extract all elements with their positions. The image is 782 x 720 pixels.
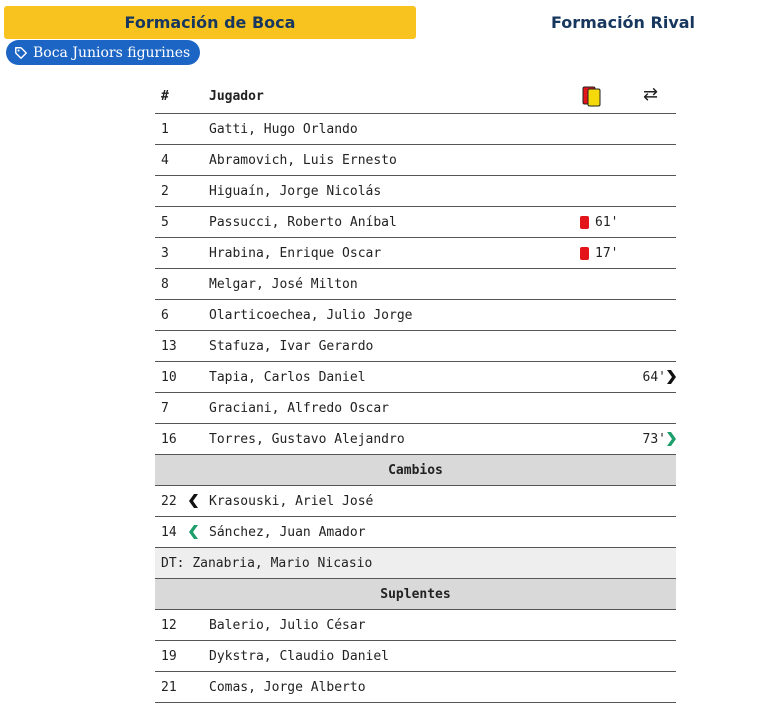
starter-row <box>155 362 676 393</box>
red-card-icon <box>580 247 589 260</box>
player-name: Abramovich, Luis Ernesto <box>209 152 397 168</box>
starter-row <box>155 424 676 455</box>
card-minute: 61' <box>595 214 619 230</box>
starter-row <box>155 145 676 176</box>
sub-out-minute: 64' <box>642 369 666 385</box>
change-row <box>155 517 676 548</box>
starter-row <box>155 207 676 238</box>
bench-row <box>155 672 676 703</box>
starter-row <box>155 269 676 300</box>
changes-header: Cambios <box>155 455 676 486</box>
player-name: Comas, Jorge Alberto <box>209 679 366 695</box>
player-number: 14 <box>161 524 177 540</box>
player-number: 22 <box>161 493 177 509</box>
player-name: Higuaín, Jorge Nicolás <box>209 183 382 199</box>
player-name: Graciani, Alfredo Oscar <box>209 400 390 416</box>
player-name: Krasouski, Ariel José <box>209 493 374 509</box>
player-name: Torres, Gustavo Alejandro <box>209 431 405 447</box>
cards-icon <box>582 86 602 108</box>
tag-label: Boca Juniors figurines <box>33 44 191 61</box>
card-cell <box>580 207 618 237</box>
sub-out-icon <box>666 370 676 384</box>
lineup-table <box>155 80 676 703</box>
player-number: 16 <box>161 431 177 447</box>
player-number: 3 <box>161 245 169 261</box>
starter-row <box>155 331 676 362</box>
player-number: 10 <box>161 369 177 385</box>
player-number: 21 <box>161 679 177 695</box>
table-header <box>155 80 676 114</box>
player-number: 6 <box>161 307 169 323</box>
card-minute: 17' <box>595 245 619 261</box>
coach-row <box>155 548 676 579</box>
player-name: Hrabina, Enrique Oscar <box>209 245 382 261</box>
tab-formacion-local[interactable]: Formación de Boca <box>4 6 416 39</box>
bench-header: Suplentes <box>155 579 676 610</box>
player-number: 19 <box>161 648 177 664</box>
player-number: 12 <box>161 617 177 633</box>
starter-row <box>155 393 676 424</box>
starter-row <box>155 176 676 207</box>
sub-in-icon <box>189 494 199 508</box>
sub-out-cell <box>643 362 676 392</box>
sub-in-icon <box>189 525 199 539</box>
player-number: 8 <box>161 276 169 292</box>
player-name: Melgar, José Milton <box>209 276 358 292</box>
sub-out-minute: 73' <box>642 431 666 447</box>
sub-out-icon <box>666 432 676 446</box>
player-number: 2 <box>161 183 169 199</box>
player-name: Dykstra, Claudio Daniel <box>209 648 390 664</box>
sub-out-cell <box>643 424 676 454</box>
starter-row <box>155 238 676 269</box>
player-number: 1 <box>161 121 169 137</box>
starter-row <box>155 300 676 331</box>
player-name: Passucci, Roberto Aníbal <box>209 214 397 230</box>
player-name: Balerio, Julio César <box>209 617 366 633</box>
header-number: # <box>161 89 169 104</box>
player-name: Tapia, Carlos Daniel <box>209 369 366 385</box>
player-number: 7 <box>161 400 169 416</box>
coach-name: Zanabria, Mario Nicasio <box>192 555 373 571</box>
player-name: Sánchez, Juan Amador <box>209 524 366 540</box>
swap-icon: ⇄ <box>643 84 659 105</box>
tab-formacion-rival[interactable]: Formación Rival <box>550 13 696 32</box>
player-number: 13 <box>161 338 177 354</box>
red-card-icon <box>580 216 589 229</box>
coach-prefix: DT: <box>161 555 185 571</box>
player-name: Gatti, Hugo Orlando <box>209 121 358 137</box>
player-name: Olarticoechea, Julio Jorge <box>209 307 413 323</box>
player-number: 4 <box>161 152 169 168</box>
tag-icon <box>14 46 28 60</box>
card-cell <box>580 238 618 268</box>
tag-chip[interactable] <box>6 40 200 65</box>
sub-in-marker <box>189 486 199 516</box>
bench-row <box>155 641 676 672</box>
change-row <box>155 486 676 517</box>
bench-row <box>155 610 676 641</box>
player-name: Stafuza, Ivar Gerardo <box>209 338 374 354</box>
header-player: Jugador <box>209 89 264 104</box>
starter-row <box>155 114 676 145</box>
sub-in-marker <box>189 517 199 547</box>
player-number: 5 <box>161 214 169 230</box>
